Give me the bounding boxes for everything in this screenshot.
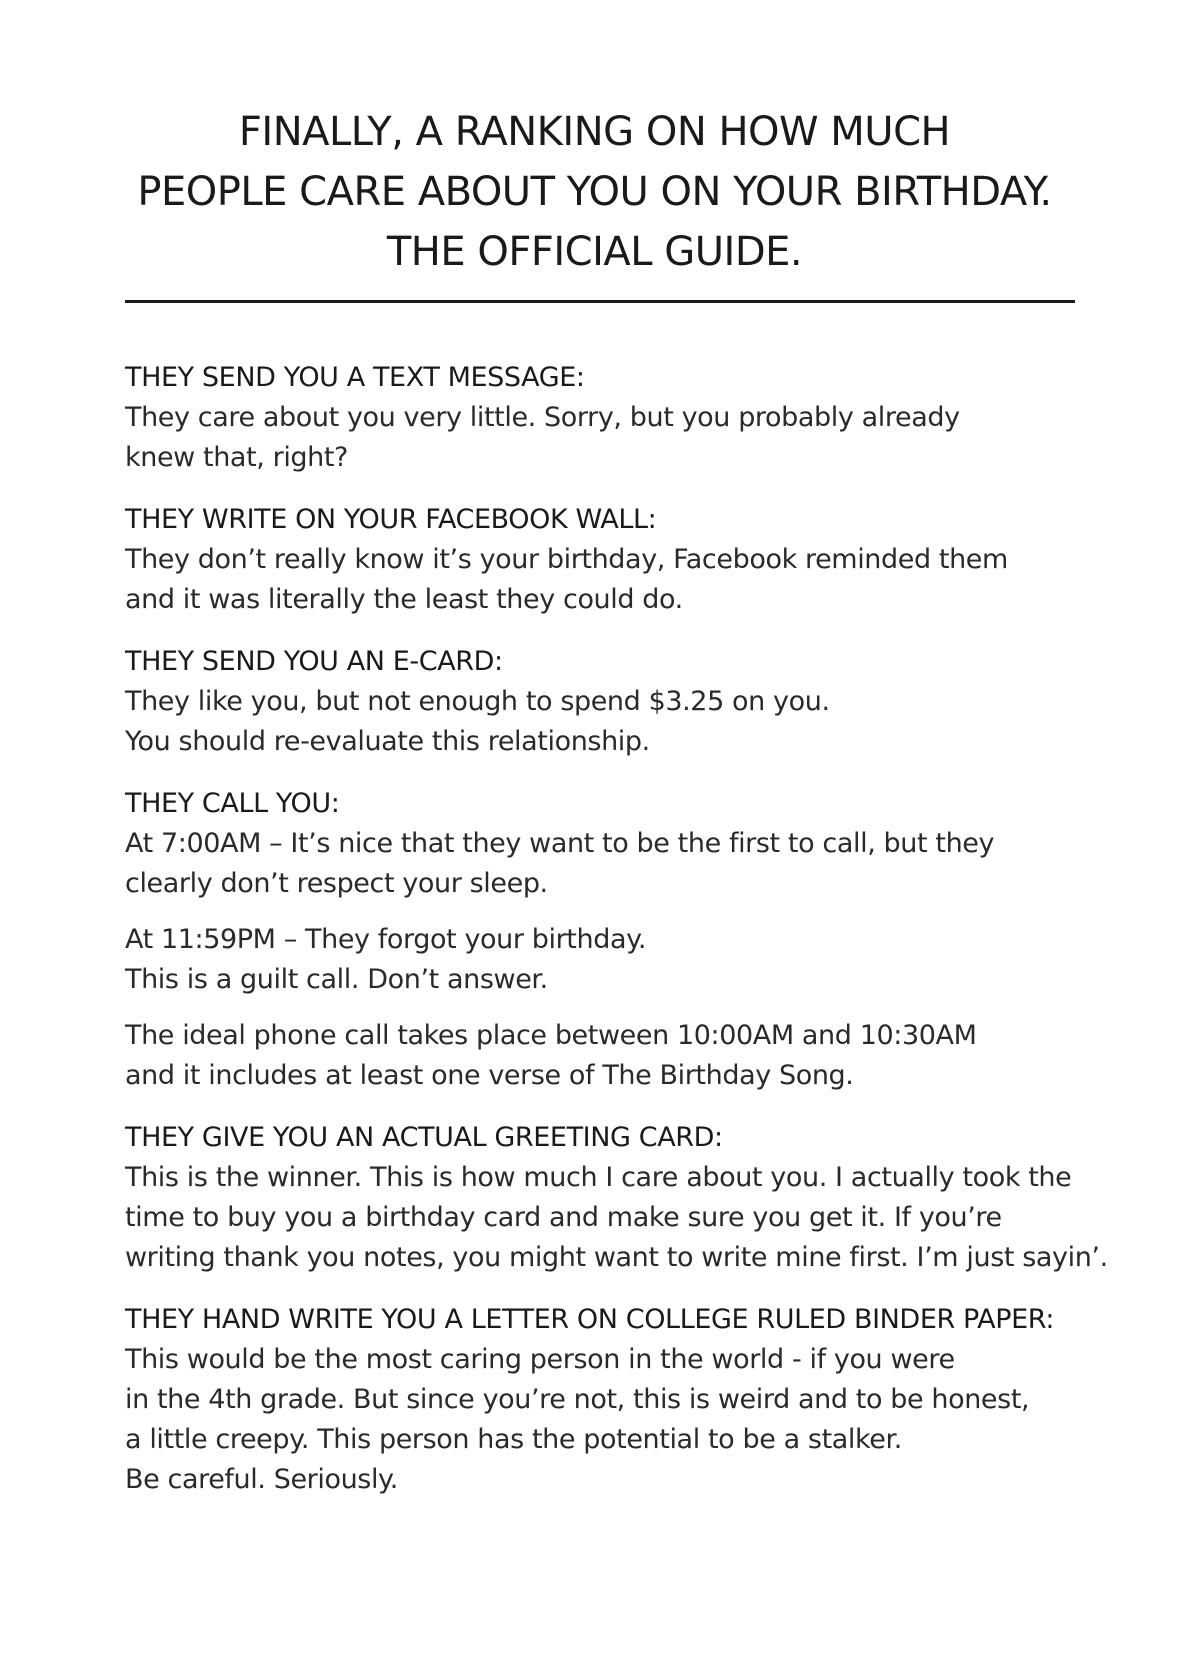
section-paragraph — [125, 1340, 1175, 1500]
page-title — [0, 102, 1189, 282]
section-heading: THEY CALL YOU: — [125, 788, 340, 819]
paragraph-line: time to buy you a birthday card and make sure you get it. If you’re — [125, 1202, 1002, 1233]
section-paragraph — [125, 1016, 1175, 1096]
paragraph-line: They don’t really know it’s your birthday, Facebook reminded them — [125, 544, 1008, 575]
guide-content — [125, 358, 1175, 1522]
guide-section — [125, 500, 1175, 620]
paragraph-line: a little creepy. This person has the potential to be a stalker. — [125, 1424, 902, 1455]
paragraph-line: At 11:59PM – They forgot your birthday. — [125, 924, 646, 955]
paragraph-line: in the 4th grade. But since you’re not, this is weird and to be honest, — [125, 1384, 1030, 1415]
section-paragraph — [125, 398, 1175, 478]
paragraph-line: and it was literally the least they could do. — [125, 584, 683, 615]
paragraph-line: writing thank you notes, you might want to write mine first. I’m just sayin’. — [125, 1242, 1108, 1273]
guide-section — [125, 1118, 1175, 1278]
guide-section — [125, 1300, 1175, 1500]
section-heading: THEY WRITE ON YOUR FACEBOOK WALL: — [125, 504, 657, 535]
section-heading: THEY HAND WRITE YOU A LETTER ON COLLEGE RULED BINDER PAPER: — [125, 1304, 1055, 1335]
section-paragraph — [125, 540, 1175, 620]
paragraph-line: At 7:00AM – It’s nice that they want to be the first to call, but they — [125, 828, 995, 859]
paragraph-line: This is the winner. This is how much I care about you. I actually took the — [125, 1162, 1072, 1193]
title-divider — [125, 300, 1075, 303]
guide-section — [125, 784, 1175, 1096]
paragraph-line: Be careful. Seriously. — [125, 1464, 398, 1495]
paragraph-line: They care about you very little. Sorry, but you probably already — [125, 402, 960, 433]
paragraph-line: This would be the most caring person in the world - if you were — [125, 1344, 955, 1375]
title-line: THE OFFICIAL GUIDE. — [386, 229, 803, 275]
paragraph-line: They like you, but not enough to spend $3.25 on you. — [125, 686, 830, 717]
guide-section — [125, 358, 1175, 478]
section-heading: THEY SEND YOU A TEXT MESSAGE: — [125, 362, 585, 393]
paragraph-line: This is a guilt call. Don’t answer. — [125, 964, 548, 995]
section-paragraph — [125, 682, 1175, 762]
title-line: PEOPLE CARE ABOUT YOU ON YOUR BIRTHDAY. — [137, 169, 1052, 215]
paragraph-line: knew that, right? — [125, 442, 348, 473]
section-heading: THEY GIVE YOU AN ACTUAL GREETING CARD: — [125, 1122, 723, 1153]
paragraph-line: The ideal phone call takes place between 10:00AM and 10:30AM — [125, 1020, 977, 1051]
paragraph-line: clearly don’t respect your sleep. — [125, 868, 548, 899]
section-paragraph — [125, 824, 1175, 904]
title-line: FINALLY, A RANKING ON HOW MUCH — [238, 109, 951, 155]
paragraph-line: and it includes at least one verse of The Birthday Song. — [125, 1060, 854, 1091]
paragraph-line: You should re-evaluate this relationship. — [125, 726, 650, 757]
section-paragraph — [125, 920, 1175, 1000]
guide-section — [125, 642, 1175, 762]
section-heading: THEY SEND YOU AN E-CARD: — [125, 646, 503, 677]
section-paragraph — [125, 1158, 1175, 1278]
